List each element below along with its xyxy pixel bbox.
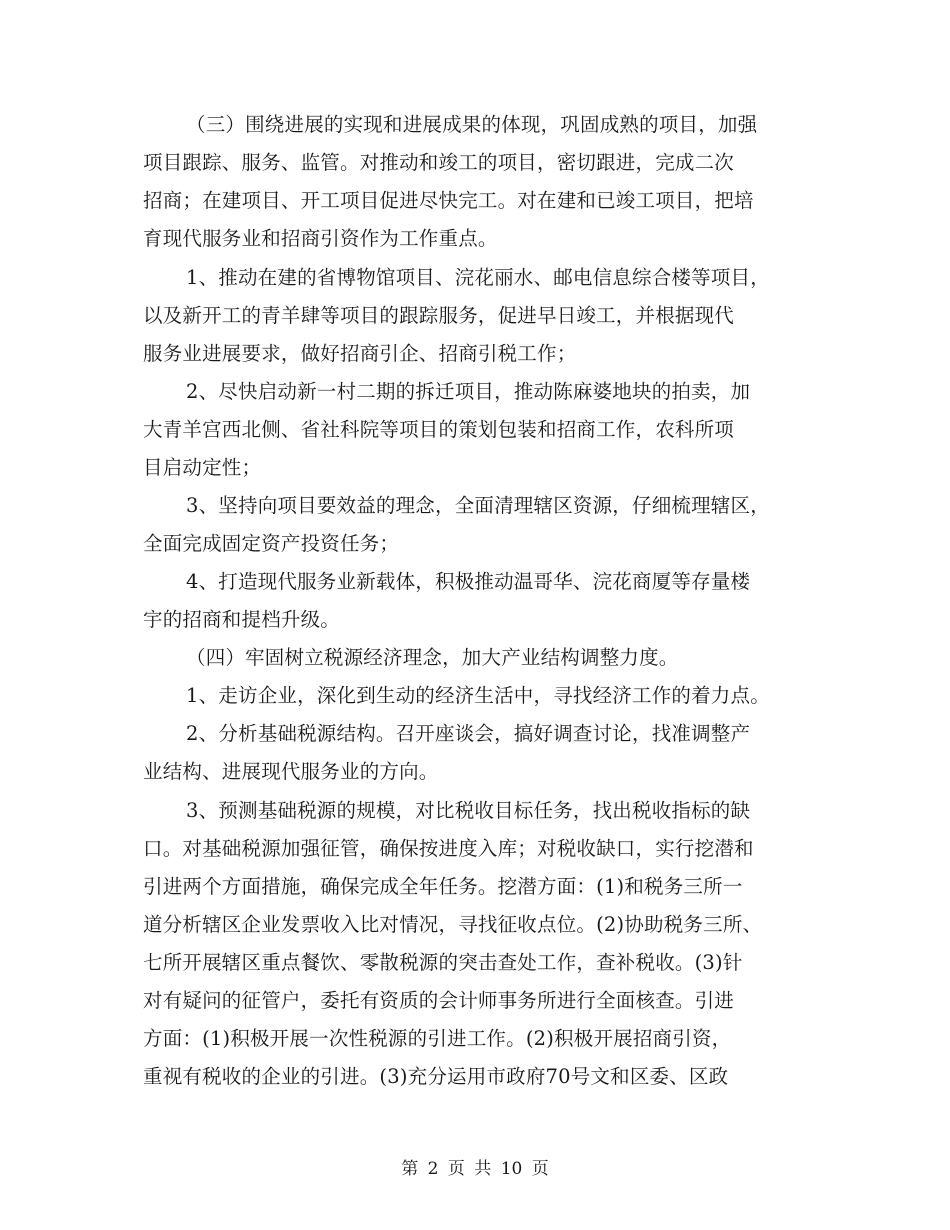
- paragraph-line: 项目跟踪、服务、监管。对推动和竣工的项目，密切跟进，完成二次: [143, 151, 735, 174]
- paragraph-line: 七所开展辖区重点餐饮、零散税源的突击查处工作，查补税收。(3)针: [143, 951, 743, 974]
- paragraph-line: 1、推动在建的省博物馆项目、浣花丽水、邮电信息综合楼等项目，: [186, 266, 770, 289]
- paragraph-line: 3、坚持向项目要效益的理念，全面清理辖区资源，仔细梳理辖区，: [186, 494, 770, 517]
- paragraph-line: 2、分析基础税源结构。召开座谈会，搞好调查讨论，找准调整产: [186, 722, 751, 745]
- paragraph-line: 1、走访企业，深化到生动的经济生活中，寻找经济工作的着力点。: [186, 684, 770, 707]
- paragraph-line: 业结构、进展现代服务业的方向。: [143, 760, 439, 783]
- paragraph-line: 引进两个方面措施，确保完成全年任务。挖潜方面：(1)和税务三所一: [143, 875, 743, 898]
- paragraph-line: 重视有税收的企业的引进。(3)充分运用市政府70号文和区委、区政: [143, 1065, 729, 1088]
- paragraph-line: 2、尽快启动新一村二期的拆迁项目，推动陈麻婆地块的拍卖，加: [186, 380, 751, 403]
- paragraph-line: 招商；在建项目、开工项目促进尽快完工。对在建和已竣工项目，把培: [143, 189, 754, 212]
- paragraph-line: 3、预测基础税源的规模，对比税收目标任务，找出税收指标的缺: [186, 799, 751, 822]
- paragraph-line: 4、打造现代服务业新载体，积极推动温哥华、浣花商厦等存量楼: [186, 570, 751, 593]
- paragraph-line: 全面完成固定资产投资任务；: [143, 532, 400, 555]
- paragraph-line: 对有疑问的征管户，委托有资质的会计师事务所进行全面核查。引进: [143, 989, 735, 1012]
- paragraph-line: 以及新开工的青羊肆等项目的跟踪服务，促进早日竣工，并根据现代: [143, 304, 735, 327]
- paragraph-line: 方面：(1)积极开展一次性税源的引进工作。(2)积极开展招商引资，: [143, 1027, 732, 1050]
- paragraph-line: 口。对基础税源加强征管，确保按进度入库；对税收缺口，实行挖潜和: [143, 837, 754, 860]
- paragraph-line: 服务业进展要求，做好招商引企、招商引税工作；: [143, 342, 577, 365]
- paragraph-line: 道分析辖区企业发票收入比对情况，寻找征收点位。(2)协助税务三所、: [143, 913, 763, 936]
- section-heading: （四）牢固树立税源经济理念，加大产业结构调整力度。: [186, 646, 679, 669]
- paragraph-line: 目启动定性；: [143, 456, 262, 479]
- paragraph-line: （三）围绕进展的实现和进展成果的体现，巩固成熟的项目，加强: [186, 113, 758, 136]
- page-number-footer: 第 2 页 共 10 页: [401, 1159, 549, 1179]
- paragraph-line: 育现代服务业和招商引资作为工作重点。: [143, 227, 498, 250]
- paragraph-line: 宇的招商和提档升级。: [143, 608, 341, 631]
- paragraph-line: 大青羊宫西北侧、省社科院等项目的策划包装和招商工作，农科所项: [143, 418, 735, 441]
